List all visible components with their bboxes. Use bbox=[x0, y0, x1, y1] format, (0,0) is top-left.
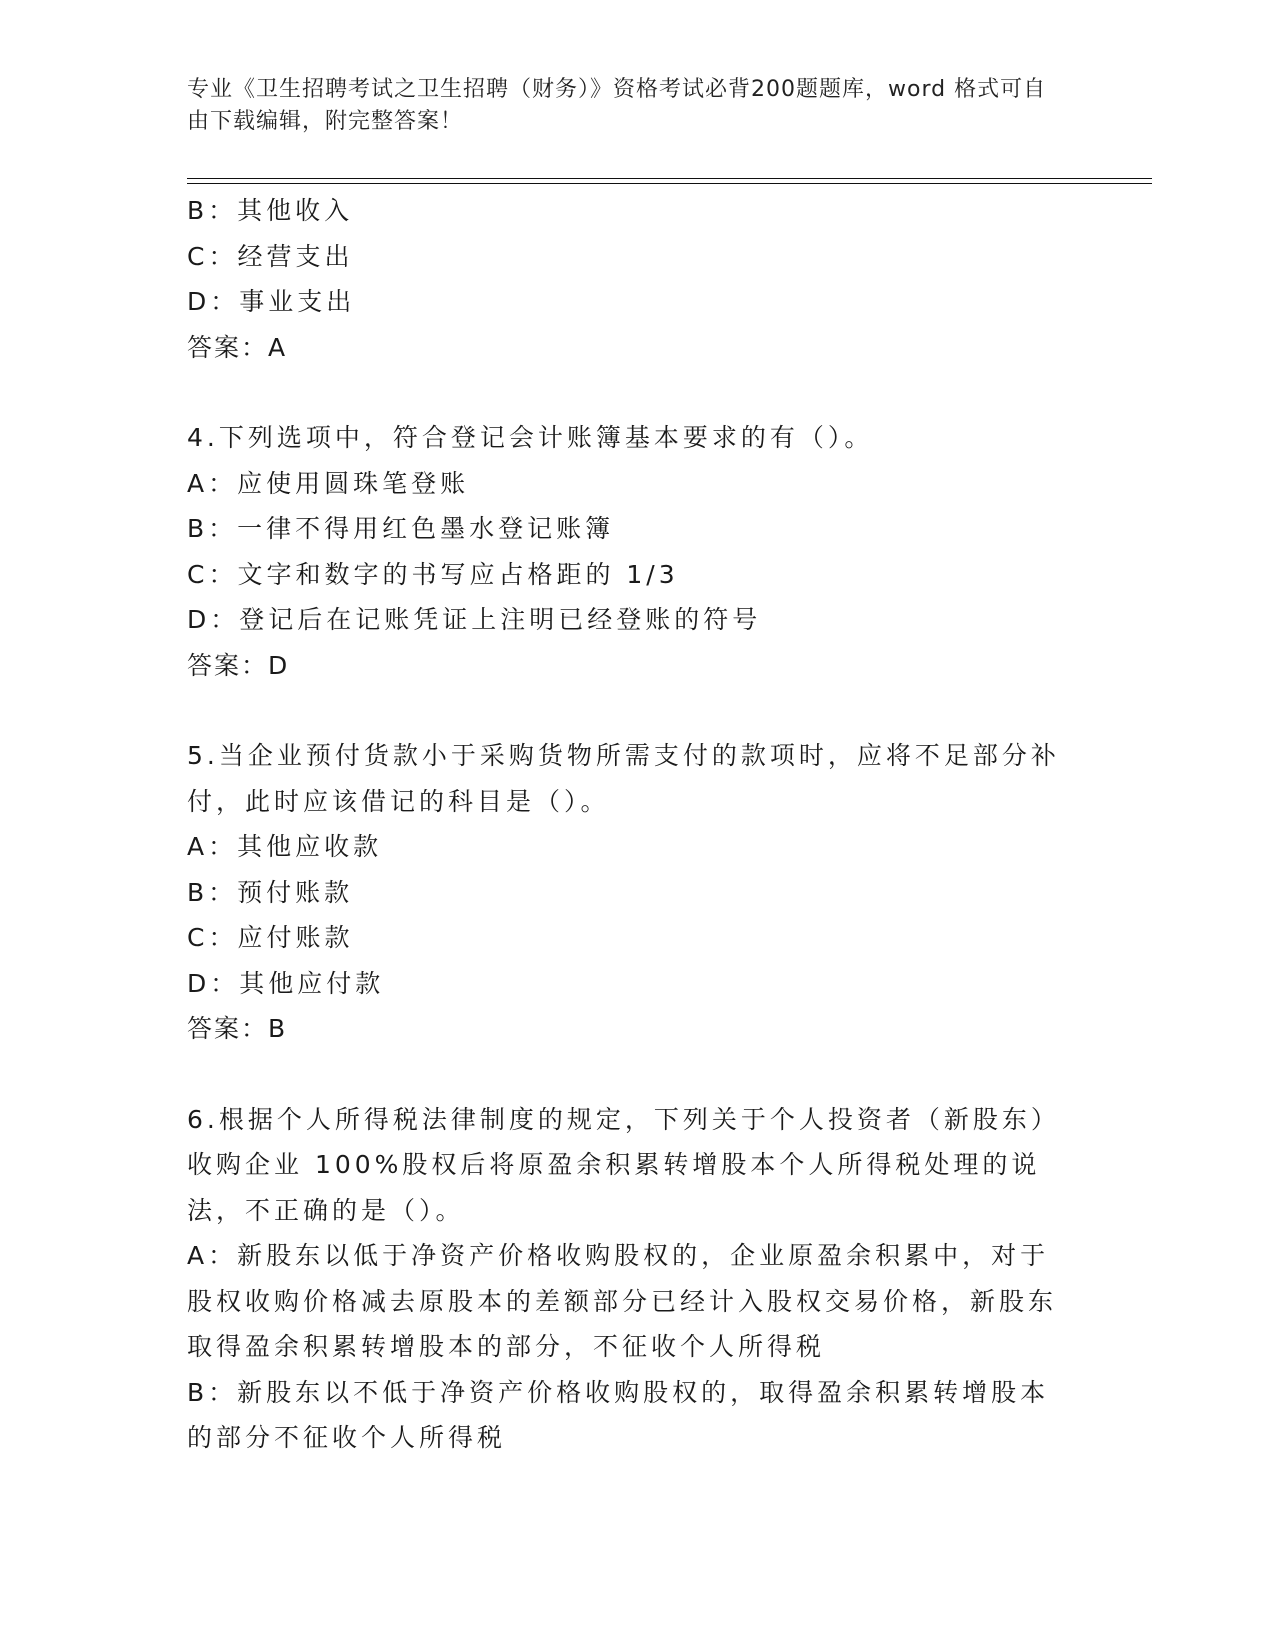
option-c: C：文字和数字的书写应占格距的 1/3 bbox=[187, 559, 679, 589]
question-6 bbox=[187, 1097, 1087, 1461]
question-4 bbox=[187, 415, 1087, 688]
header-divider-bottom bbox=[187, 183, 1152, 184]
header-divider-top bbox=[187, 178, 1152, 179]
document-header: 专业《卫生招聘考试之卫生招聘（财务）》资格考试必背200题题库，word 格式可自由下载编辑，附完整答案！ bbox=[187, 77, 1047, 134]
answer-line: 答案：D bbox=[187, 650, 290, 680]
option-c: C：经营支出 bbox=[187, 241, 354, 271]
option-d: D：其他应付款 bbox=[187, 968, 385, 998]
answer-line: 答案：B bbox=[187, 1014, 288, 1043]
option-d: D：事业支出 bbox=[187, 287, 356, 316]
document-body bbox=[187, 188, 1087, 1461]
question-5 bbox=[187, 733, 1087, 1052]
option-b: B：其他收入 bbox=[187, 196, 354, 225]
question-stem: 6.根据个人所得税法律制度的规定，下列关于个人投资者（新股东）收购企业 100%股权后将原盈余积累转增股本个人所得税处理的说法，不正确的是（）。 bbox=[187, 1104, 1060, 1225]
option-c: C：应付账款 bbox=[187, 923, 354, 952]
option-b: B：一律不得用红色墨水登记账簿 bbox=[187, 514, 615, 543]
option-a: A：应使用圆珠笔登账 bbox=[187, 468, 470, 498]
option-d: D：登记后在记账凭证上注明已经登账的符号 bbox=[187, 605, 762, 634]
question-stem: 5.当企业预付货款小于采购货物所需支付的款项时，应将不足部分补付，此时应该借记的科目是（）。 bbox=[187, 741, 1060, 816]
option-a: A：新股东以低于净资产价格收购股权的，企业原盈余积累中，对于股权收购价格减去原股本的差额部分已经计入股权交易价格，新股东取得盈余积累转增股本的部分，不征收个人所得税 bbox=[187, 1241, 1058, 1361]
answer-line: 答案：A bbox=[187, 332, 288, 362]
question-stem: 4.下列选项中，符合登记会计账簿基本要求的有（）。 bbox=[187, 423, 874, 452]
question-3-partial bbox=[187, 188, 1087, 370]
option-b: B：新股东以不低于净资产价格收购股权的，取得盈余积累转增股本的部分不征收个人所得税 bbox=[187, 1377, 1050, 1452]
option-b: B：预付账款 bbox=[187, 877, 354, 907]
option-a: A：其他应收款 bbox=[187, 832, 383, 861]
